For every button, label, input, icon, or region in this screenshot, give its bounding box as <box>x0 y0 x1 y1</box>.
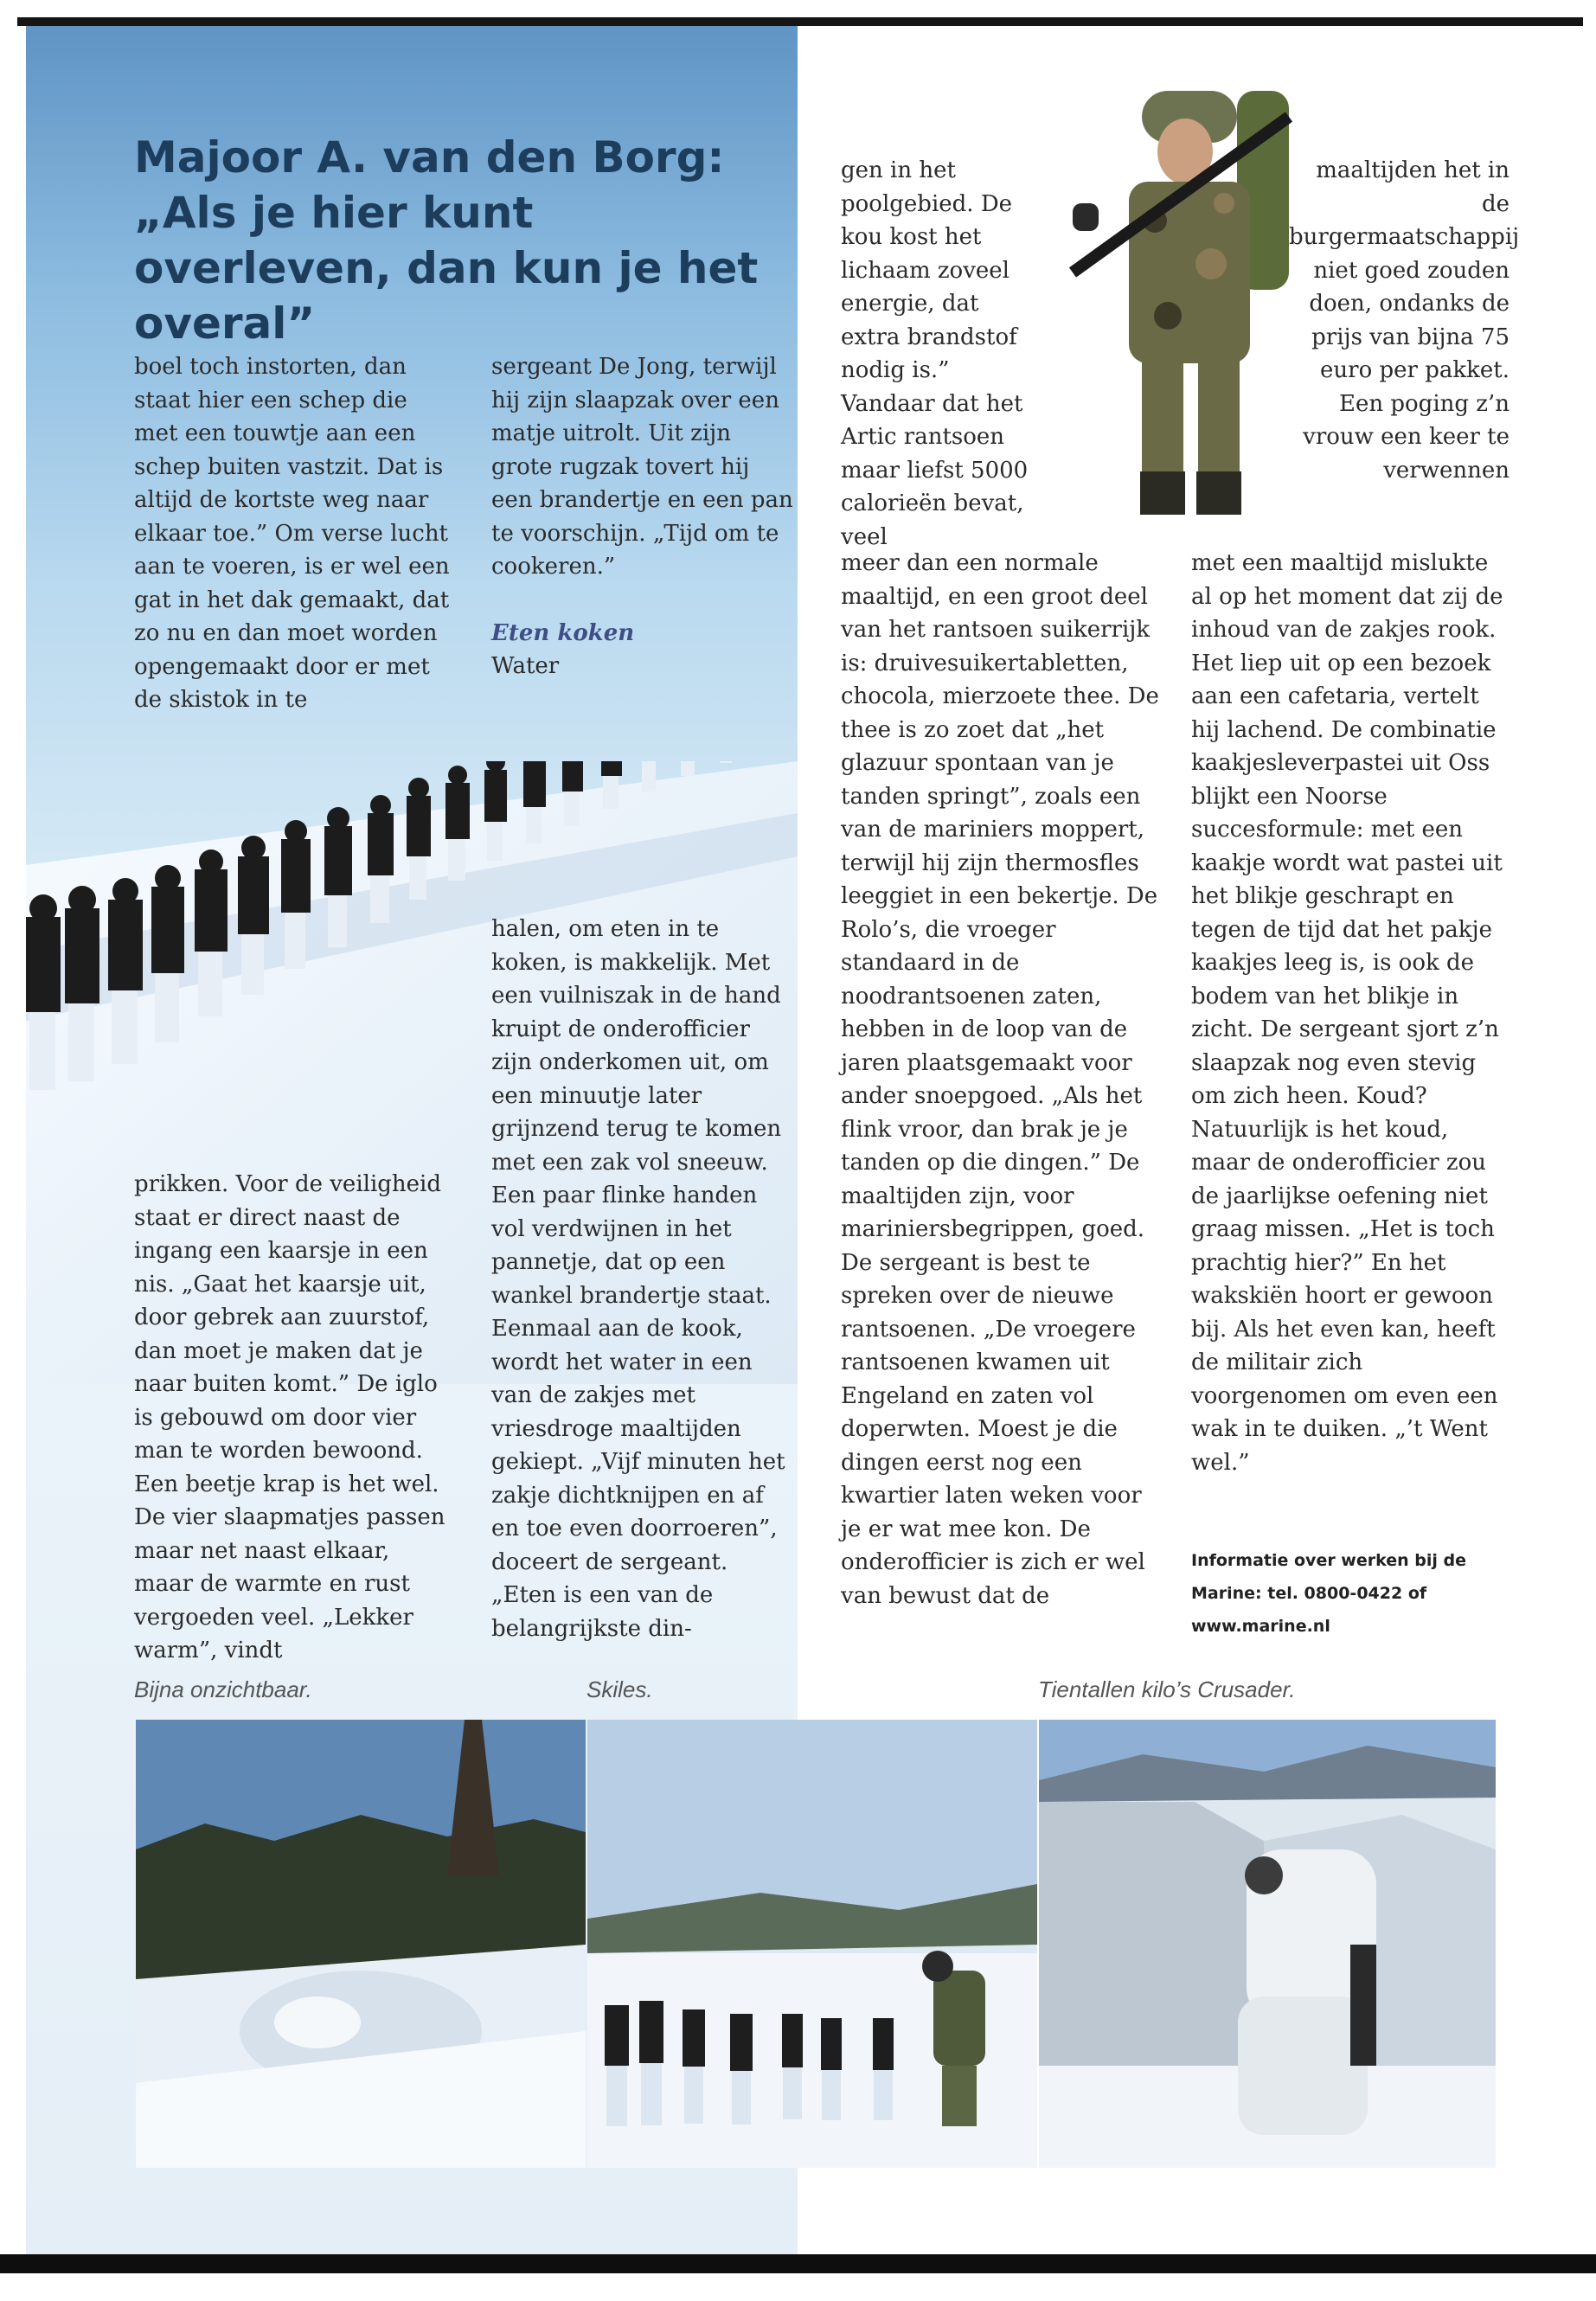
body-paragraph: met een maaltijd mislukte al op het moment dat zij de inhoud van de zakjes rook. Het liep uit op een bezoek aan een cafetaria, vertelt hij lachend. De combinatie kaakjesleverpastei uit Oss blijkt een Noorse succesformule: met een kaakje wordt wat pastei uit het blikje geschrapt en tegen de tijd dat het pakje kaakjes leeg is, is ook de bodem van het blikje in zicht. De sergeant sjort z’n slaapzak nog even stevig om zich heen. Koud? Natuurlijk is het koud, maar de onderofficier zou de jaarlijkse oefening niet graag missen. „Het is toch prachtig hier?” En het wakskiën hoort er gewoon bij. Als het even kan, heeft de militair zich voorgenomen om even een wak in te duiken. „’t Went wel.” <box>1191 550 1503 1476</box>
body-column-2-bottom <box>491 913 794 1645</box>
body-column-2-top <box>491 350 794 683</box>
photo-ski-lesson <box>587 1720 1037 2168</box>
photo-caption-2: Skiles. <box>586 1676 653 1702</box>
body-paragraph: boel toch instorten, dan staat hier een schep die met een touwtje aan een schep buiten vastzit. Dat is altijd de kortste weg naar elkaar toe.” Om verse lucht aan te voeren, is er wel een gat in het dak gemaakt, dat zo nu en dan moet worden opengemaakt door er met de skistok in te <box>134 354 450 713</box>
body-paragraph: halen, om eten in te koken, is makkelijk. Met een vuilniszak in de hand kruipt de onderofficier zijn onderkomen uit, om een minuutje later grijnzend terug te komen met een zak vol sneeuw. Een paar flinke handen vol verdwijnen in het pannetje, dat op een wankel brandertje staat. Eenmaal aan de kook, wordt het water in een van de zakjes met vriesdroge maaltijden gekiept. „Vijf minuten het zakje dichtknijpen en af en toe even doorroeren”, doceert de sergeant. „Eten is een van de belangrijkste din- <box>491 916 785 1642</box>
body-column-4-top <box>1289 154 1520 487</box>
photo-igloo <box>136 1720 586 2168</box>
contact-info-box: Informatie over werken bij de Marine: tel. 0800-0422 of www.marine.nl <box>1191 1551 1466 1636</box>
body-paragraph: Water <box>491 653 560 679</box>
photo-tents <box>1039 1720 1496 2168</box>
subheading: Eten koken <box>491 619 635 646</box>
body-paragraph: prikken. Voor de veiligheid staat er direct naast de ingang een kaarsje in een nis. „Gaat het kaarsje uit, door gebrek aan zuurstof, dan moet je maken dat je naar buiten komt.” De iglo is gebouwd om door vier man te worden bewoond. Een beetje krap is het wel. De vier slaapmatjes passen maar net naast elkaar, maar de warmte en rust vergoeden veel. „Lekker warm”, vindt <box>134 1171 445 1663</box>
body-column-4-bottom <box>1191 547 1509 1479</box>
body-paragraph: sergeant De Jong, terwijl hij zijn slaapzak over een matje uitrolt. Uit zijn grote rugzak tovert hij een brandertje en een pan te voorschijn. „Tijd om te cookeren.” <box>491 354 793 580</box>
article-headline: Majoor A. van den Borg: „Als je hier kunt overleven, dan kun je het overal” <box>134 132 759 349</box>
photo-caption-1: Bijna onzichtbaar. <box>134 1676 312 1702</box>
body-column-1-top <box>134 350 454 717</box>
page-edge-marker <box>0 1998 14 2002</box>
body-paragraph: maaltijden het in de burgermaatschappij niet goed zouden doen, ondanks de prijs van bijna 75 euro per pakket. Een poging z’n vrouw een keer te verwennen <box>1289 157 1520 484</box>
body-paragraph: gen in het poolgebied. De kou kost het lichaam zoveel energie, dat extra brandstof nodig is.” Vandaar dat het Artic rantsoen maar liefst 5000 calorieën bevat, veel <box>841 157 1029 550</box>
body-column-3-bottom <box>841 547 1161 1612</box>
body-paragraph: meer dan een normale maaltijd, en een groot deel van het rantsoen suikerrijk is: druivesuikertabletten, chocola, mierzoete thee. De thee is zo zoet dat „het glazuur spontaan van je tanden springt”, zoals een van de mariniers moppert, terwijl hij zijn thermosfles leeggiet in een bekertje. De Rolo’s, die vroeger standaard in de noodrantsoenen zaten, hebben in de loop van de jaren plaatsgemaakt voor ander snoepgoed. „Als het flink vroor, dan brak je je tanden op die dingen.” De maaltijden zijn, voor mariniersbegrippen, goed. De sergeant is best te spreken over de nieuwe rantsoenen. „De vroegere rantsoenen kwamen uit Engeland en zaten vol doperwten. Moest je die dingen eerst nog een kwartier laten weken voor je er wat mee kon. De onderofficier is zich er wel van bewust dat de <box>841 550 1159 1609</box>
photo-caption-3: Tientallen kilo’s Crusader. <box>1038 1676 1296 1702</box>
body-column-3-top <box>841 154 1040 554</box>
page-top-edge <box>17 17 1583 26</box>
body-column-1-bottom <box>134 1168 454 1668</box>
page-bottom-edge <box>0 2254 1596 2273</box>
marine-soldier-photo <box>1038 56 1332 541</box>
